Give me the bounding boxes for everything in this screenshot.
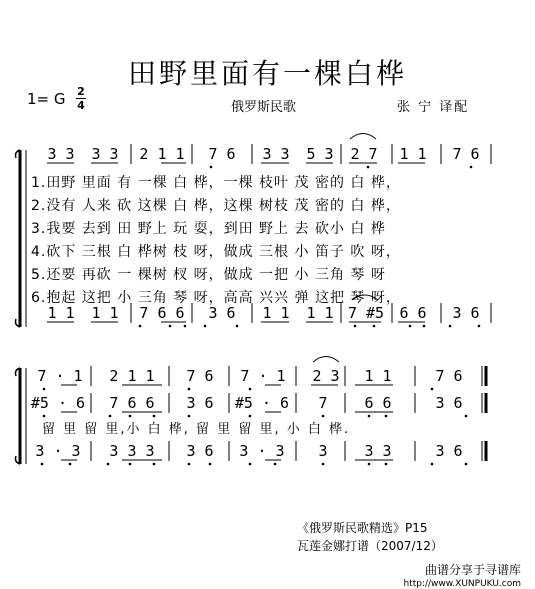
s2-melody-m2: 2 1 1 — [109, 367, 155, 385]
s2-middle-m3: 3 6 — [186, 394, 214, 412]
s2-bass-m5: 3 — [318, 442, 328, 460]
meter-denominator: 4 — [77, 99, 85, 112]
song-title: 田野里面有一棵白桦 — [127, 57, 407, 90]
s1-melody-m3: 2 1 1 — [139, 145, 185, 163]
lyric-verse-1: 1.田野 里面 有 一棵 白 桦，一棵 枝叶 茂 密的 白 桦， — [31, 175, 401, 191]
footer-text: 曲谱分享于寻谱库 — [424, 563, 521, 577]
s1-bass-m7: 7 #5 — [347, 304, 385, 322]
s2-middle-m7: 3 6 — [435, 394, 463, 412]
footer-watermark — [403, 561, 521, 589]
source-citation: 《俄罗斯民歌精选》P15 — [297, 521, 428, 535]
refrain-lyrics: 留 里 留 里,小 白 桦, 留 里 留 里, 小 白 桦. — [42, 422, 351, 437]
key-signature: 1= G — [27, 90, 66, 108]
lyric-verse-4: 4.砍下 三根 白 桦树 枝 呀，做成 三根 小 笛子 吹 呀， — [31, 244, 401, 260]
s2-middle-m2: 7 6 6 — [109, 394, 155, 412]
s2-bass-m1: 3 · 3 — [35, 442, 81, 460]
s1-melody-m4: 7 6 — [208, 145, 236, 163]
s2-middle-m4: #5 · 6 — [234, 394, 290, 412]
s2-bass-m3: 3 6 — [186, 442, 214, 460]
s1-melody-m2: 3 3 — [91, 145, 119, 163]
s1-melody-m6: 5 3 — [306, 145, 334, 163]
lyric-verse-6: 6.抱起 这把 小 三角 琴 呀，高高 兴兴 弹 这把 琴 呀， — [31, 290, 401, 306]
s1-melody-m5: 3 3 — [262, 145, 290, 163]
s1-bass-m5: 1 1 — [262, 304, 290, 322]
s2-melody-m5: 2 3 — [312, 367, 340, 385]
s2-bass-m7: 3 6 — [435, 442, 463, 460]
s1-bass-m1: 1 1 — [47, 304, 75, 322]
s1-bass-m8: 6 6 — [399, 304, 427, 322]
arranger: 张 宁 译配 — [397, 100, 470, 115]
s2-bass-m6: 3 3 — [364, 442, 392, 460]
s1-bass-m9: 3 6 — [452, 304, 480, 322]
footer-site: http://www.XUNPUKU.com — [403, 579, 521, 589]
meter-numerator: 2 — [77, 85, 85, 98]
s2-middle-m5: 7 — [318, 394, 328, 412]
s1-melody-m1: 3 3 — [47, 145, 75, 163]
lyric-verse-3: 3.我要 去到 田 野上 玩 耍，到田 野上 去 砍小 白 桦 — [31, 221, 386, 237]
s2-middle-m6: 6 6 — [364, 394, 392, 412]
s2-bass-m2: 3 3 3 — [109, 442, 155, 460]
s2-melody-m4: 7 · 1 — [240, 367, 286, 385]
s2-bass-m4: 3 · 3 — [239, 442, 285, 460]
s2-melody-m6: 1 1 — [364, 367, 392, 385]
s1-bass-m4: 3 6 — [208, 304, 236, 322]
s1-bass-m2: 1 1 — [91, 304, 119, 322]
s2-melody-m1: 7 · 1 — [37, 367, 83, 385]
s2-middle-m1: #5 · 6 — [30, 394, 86, 412]
lyric-verse-2: 2.没有 人来 砍 这棵 白 桦，这棵 树枝 茂 密的 白 桦， — [31, 198, 401, 214]
s1-bass-m3: 7 6 6 — [139, 304, 185, 322]
s1-melody-m7: 2 7 — [350, 145, 378, 163]
s1-bass-m6: 1 1 — [306, 304, 334, 322]
s2-melody-m7: 7 6 — [435, 367, 463, 385]
song-origin: 俄罗斯民歌 — [231, 100, 297, 115]
transcriber-credit: 瓦莲金娜打谱（2007/12） — [297, 539, 443, 553]
s1-melody-m9: 7 6 — [452, 145, 480, 163]
lyric-verse-5: 5.还要 再砍 一 棵树 杈 呀，做成 一把 小 三角 琴 呀 — [31, 267, 386, 283]
s2-melody-m3: 7 6 — [186, 367, 214, 385]
s1-melody-m8: 1 1 — [399, 145, 427, 163]
